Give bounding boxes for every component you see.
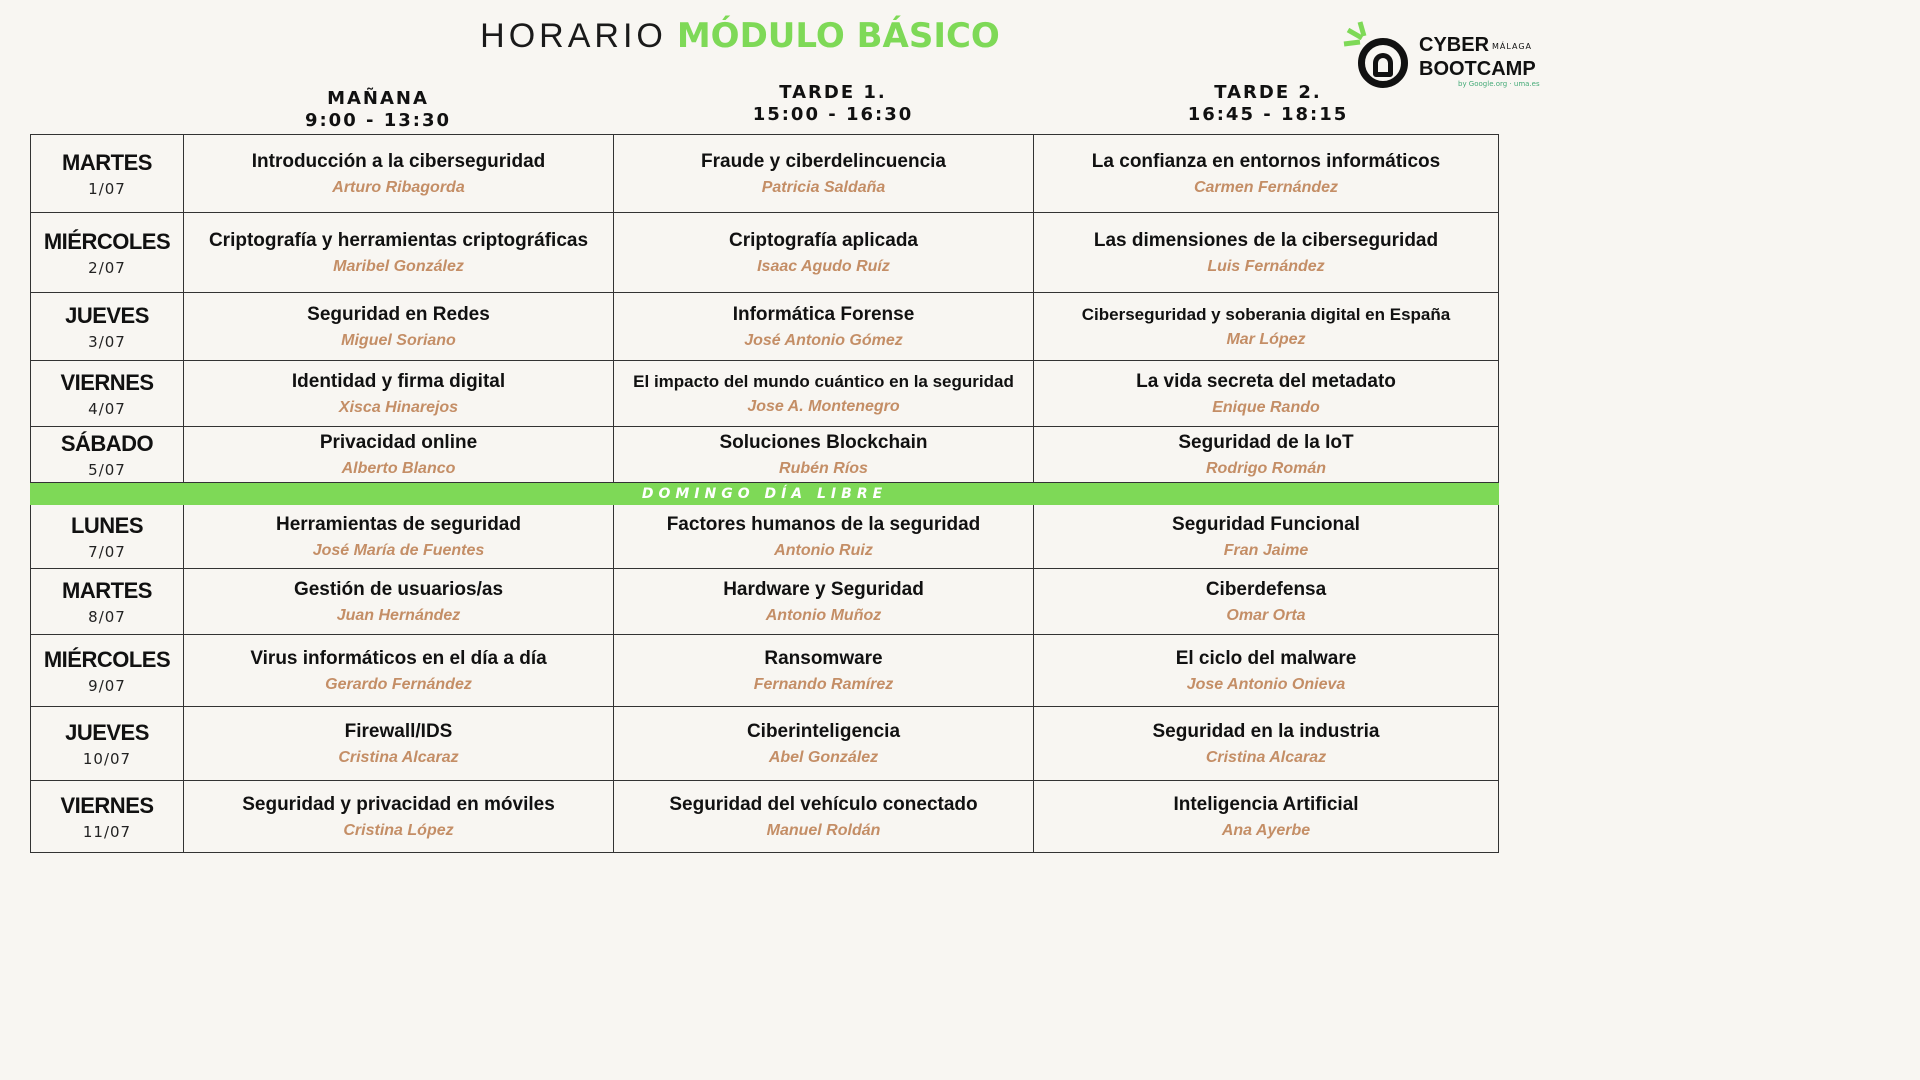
day-name: MARTES xyxy=(62,577,152,603)
day-cell xyxy=(31,781,184,853)
page-title xyxy=(0,16,1480,56)
session-speaker: Fernando Ramírez xyxy=(753,675,894,693)
session-speaker: Luis Fernández xyxy=(1207,257,1325,275)
session-title: Introducción a la ciberseguridad xyxy=(251,150,546,172)
session-speaker: Abel González xyxy=(768,748,879,766)
day-date: 10/07 xyxy=(82,749,132,768)
session-cell xyxy=(184,569,614,635)
session-speaker: Arturo Ribagorda xyxy=(332,178,465,196)
session-cell xyxy=(614,707,1034,781)
day-date: 5/07 xyxy=(88,460,126,479)
column-time: 15:00 - 16:30 xyxy=(752,104,914,125)
day-name: SÁBADO xyxy=(60,430,154,456)
day-name: JUEVES xyxy=(65,719,149,745)
session-speaker: José María de Fuentes xyxy=(312,541,485,559)
session-cell xyxy=(1034,635,1499,707)
column-time: 9:00 - 13:30 xyxy=(304,110,452,131)
day-date: 9/07 xyxy=(88,676,126,695)
day-date: 3/07 xyxy=(88,332,126,351)
title-bold: MÓDULO BÁSICO xyxy=(676,16,1000,56)
day-cell xyxy=(31,569,184,635)
column-header-tarde2 xyxy=(1158,82,1378,126)
title-light: HORARIO xyxy=(480,17,667,55)
session-speaker: Cristina Alcaraz xyxy=(338,748,459,766)
session-title: Seguridad Funcional xyxy=(1172,513,1360,535)
session-cell xyxy=(1034,505,1499,569)
day-date: 2/07 xyxy=(88,258,126,277)
session-title: Fraude y ciberdelincuencia xyxy=(701,150,946,172)
table-row xyxy=(31,361,1499,427)
session-speaker: Miguel Soriano xyxy=(341,331,456,349)
session-speaker: Juan Hernández xyxy=(336,606,461,624)
session-title: Firewall/IDS xyxy=(344,720,453,742)
session-cell xyxy=(1034,707,1499,781)
session-title: Seguridad del vehículo conectado xyxy=(669,793,978,815)
session-cell xyxy=(184,707,614,781)
session-cell xyxy=(614,569,1034,635)
session-cell xyxy=(614,293,1034,361)
session-title: Criptografía y herramientas criptográficas xyxy=(208,229,589,251)
session-title: Informática Forense xyxy=(732,303,915,325)
session-speaker: Patricia Saldaña xyxy=(761,178,886,196)
session-speaker: Xisca Hinarejos xyxy=(338,398,459,416)
session-cell xyxy=(1034,427,1499,483)
session-title: La vida secreta del metadato xyxy=(1136,370,1396,392)
session-speaker: Rodrigo Román xyxy=(1206,459,1326,477)
column-name: MAÑANA xyxy=(327,88,429,109)
session-speaker: Cristina López xyxy=(343,821,454,839)
day-cell xyxy=(31,293,184,361)
day-name: MIÉRCOLES xyxy=(43,646,171,672)
session-speaker: Fran Jaime xyxy=(1223,541,1309,559)
session-title: Las dimensiones de la ciberseguridad xyxy=(1093,229,1439,251)
day-cell xyxy=(31,135,184,213)
session-cell xyxy=(1034,361,1499,427)
session-title: Seguridad en Redes xyxy=(307,303,490,325)
session-title: Privacidad online xyxy=(319,431,478,453)
session-cell xyxy=(614,505,1034,569)
session-title: El impacto del mundo cuántico en la seguridad xyxy=(633,371,1014,391)
schedule-table xyxy=(30,134,1499,853)
session-speaker: Alberto Blanco xyxy=(341,459,456,477)
session-title: Hardware y Seguridad xyxy=(723,578,924,600)
session-speaker: Maribel González xyxy=(333,257,464,275)
day-date: 4/07 xyxy=(88,399,126,418)
session-title: Seguridad de la IoT xyxy=(1178,431,1354,453)
session-speaker: Cristina Alcaraz xyxy=(1205,748,1327,766)
session-title: Soluciones Blockchain xyxy=(719,431,928,453)
session-speaker: Mar López xyxy=(1226,330,1306,348)
session-title: Ransomware xyxy=(764,647,883,669)
keyhole-icon xyxy=(1358,38,1408,88)
session-title: Gestión de usuarios/as xyxy=(293,578,504,600)
session-title: Identidad y firma digital xyxy=(291,370,506,392)
session-cell xyxy=(184,505,614,569)
session-speaker: Omar Orta xyxy=(1226,606,1306,624)
session-title: La confianza en entornos informáticos xyxy=(1091,150,1441,172)
day-name: VIERNES xyxy=(60,369,154,395)
day-date: 1/07 xyxy=(88,179,126,198)
session-cell xyxy=(614,427,1034,483)
session-speaker: Isaac Agudo Ruíz xyxy=(757,257,890,275)
session-speaker: Antonio Ruiz xyxy=(774,541,873,559)
session-cell xyxy=(614,781,1034,853)
session-title: Ciberdefensa xyxy=(1205,578,1327,600)
day-name: MIÉRCOLES xyxy=(43,228,171,254)
logo-line1: CYBER xyxy=(1419,34,1490,56)
day-date: 11/07 xyxy=(82,822,132,841)
logo-sponsor: by Google.org · uma.es xyxy=(1458,80,1540,88)
session-cell xyxy=(1034,781,1499,853)
logo-city: MÁLAGA xyxy=(1492,42,1533,51)
session-speaker: Enique Rando xyxy=(1212,398,1320,416)
session-title: El ciclo del malware xyxy=(1175,647,1357,669)
session-cell xyxy=(1034,293,1499,361)
day-name: VIERNES xyxy=(60,792,154,818)
session-speaker: Antonio Muñoz xyxy=(765,606,882,624)
table-row xyxy=(31,213,1499,293)
session-speaker: Carmen Fernández xyxy=(1193,178,1339,196)
session-title: Virus informáticos en el día a día xyxy=(250,647,547,669)
session-cell xyxy=(614,135,1034,213)
free-day-label: DOMINGO DÍA LIBRE xyxy=(31,483,1499,505)
session-title: Seguridad en la industria xyxy=(1152,720,1380,742)
day-cell xyxy=(31,427,184,483)
session-title: Seguridad y privacidad en móviles xyxy=(242,793,555,815)
session-cell xyxy=(614,361,1034,427)
day-cell xyxy=(31,635,184,707)
session-title: Herramientas de seguridad xyxy=(276,513,521,535)
session-cell xyxy=(1034,135,1499,213)
session-cell xyxy=(184,213,614,293)
session-cell xyxy=(184,781,614,853)
table-row xyxy=(31,135,1499,213)
day-name: JUEVES xyxy=(65,302,149,328)
table-row xyxy=(31,427,1499,483)
table-row xyxy=(31,505,1499,569)
session-speaker: José Antonio Gómez xyxy=(744,331,903,349)
session-speaker: Ana Ayerbe xyxy=(1221,821,1311,839)
table-row xyxy=(31,707,1499,781)
table-row xyxy=(31,569,1499,635)
day-cell xyxy=(31,707,184,781)
day-date: 7/07 xyxy=(88,542,126,561)
day-cell xyxy=(31,213,184,293)
session-speaker: Gerardo Fernández xyxy=(325,675,472,693)
day-cell xyxy=(31,361,184,427)
session-cell xyxy=(614,635,1034,707)
column-header-tarde1 xyxy=(723,82,943,126)
table-row xyxy=(31,293,1499,361)
session-cell xyxy=(184,361,614,427)
day-name: MARTES xyxy=(62,149,152,175)
session-speaker: Rubén Ríos xyxy=(779,459,868,477)
column-header-manana xyxy=(278,88,478,132)
day-name: LUNES xyxy=(70,512,144,538)
session-cell xyxy=(184,427,614,483)
session-speaker: Manuel Roldán xyxy=(766,821,881,839)
session-title: Criptografía aplicada xyxy=(729,229,918,251)
session-title: Inteligencia Artificial xyxy=(1173,793,1359,815)
day-date: 8/07 xyxy=(88,607,126,626)
free-day-row xyxy=(31,483,1499,505)
table-row xyxy=(31,635,1499,707)
session-title: Ciberseguridad y soberania digital en España xyxy=(1081,304,1451,324)
session-cell xyxy=(184,293,614,361)
column-time: 16:45 - 18:15 xyxy=(1187,104,1349,125)
column-name: TARDE 1. xyxy=(779,82,887,103)
column-name: TARDE 2. xyxy=(1214,82,1322,103)
logo-line2: BOOTCAMP xyxy=(1419,58,1536,80)
session-cell xyxy=(184,135,614,213)
table-row xyxy=(31,781,1499,853)
session-speaker: Jose Antonio Onieva xyxy=(1186,675,1346,693)
session-cell xyxy=(614,213,1034,293)
session-cell xyxy=(184,635,614,707)
day-cell xyxy=(31,505,184,569)
session-title: Factores humanos de la seguridad xyxy=(666,513,981,535)
session-speaker: Jose A. Montenegro xyxy=(747,397,900,415)
session-cell xyxy=(1034,569,1499,635)
session-cell xyxy=(1034,213,1499,293)
session-title: Ciberinteligencia xyxy=(746,720,901,742)
